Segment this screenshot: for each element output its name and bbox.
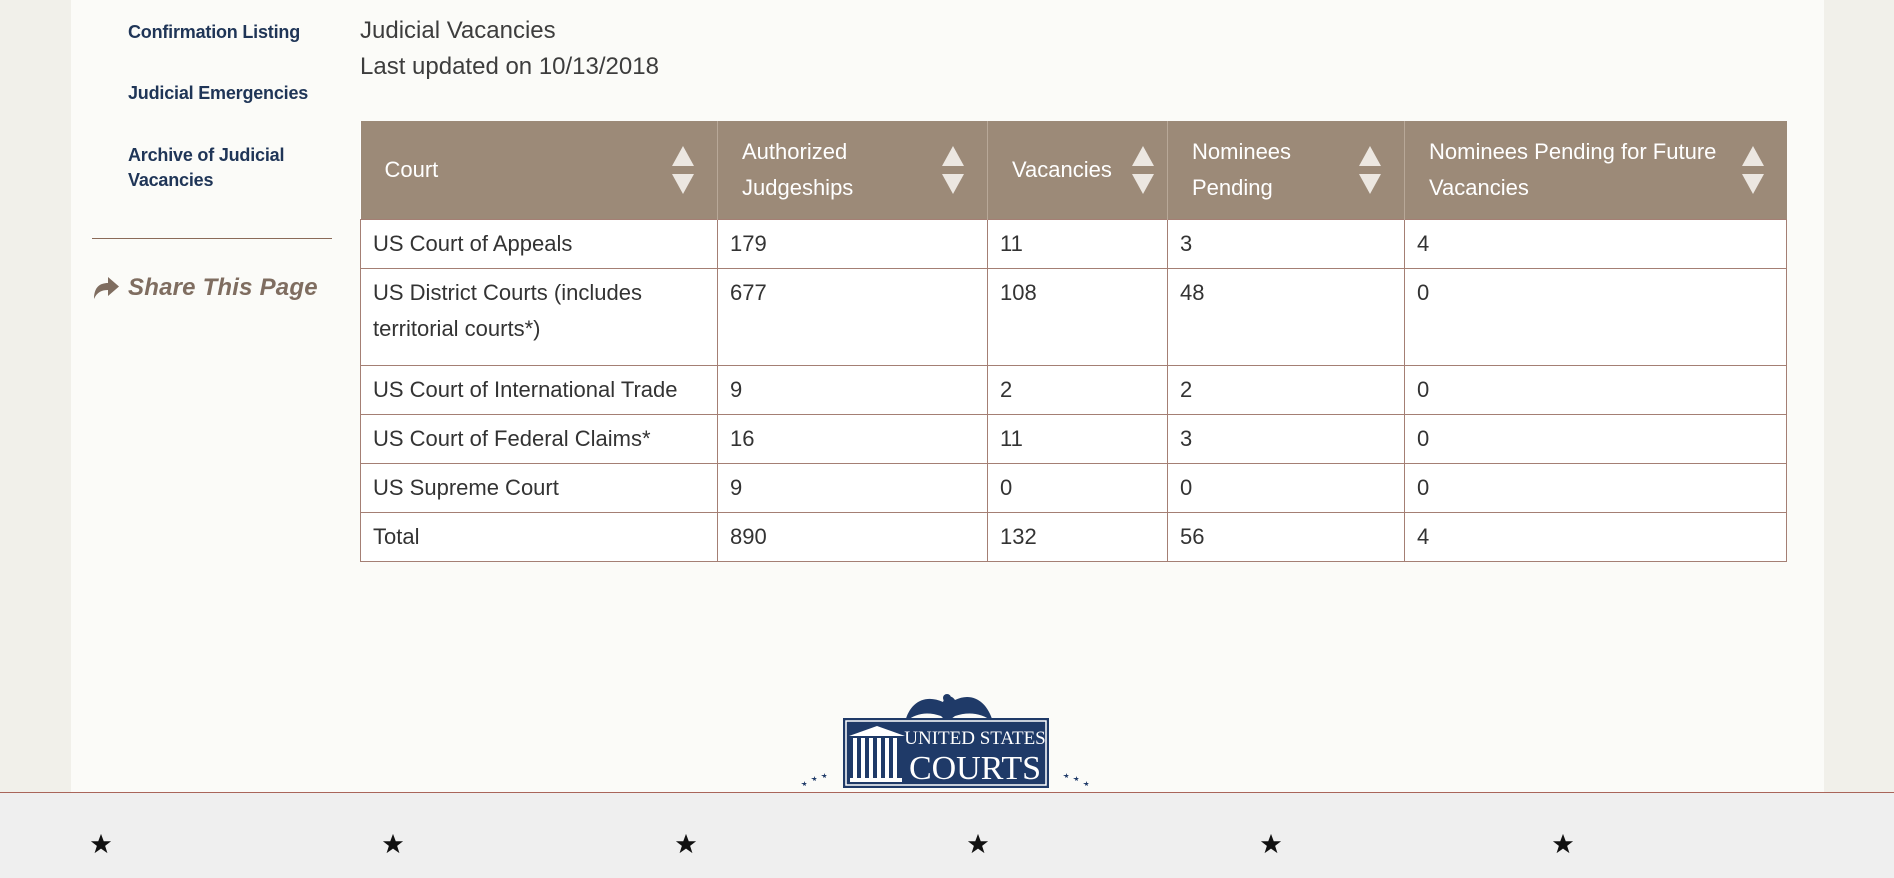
table-cell: 4 (1405, 219, 1787, 268)
table-cell: 16 (718, 414, 988, 463)
table-cell: 890 (718, 512, 988, 561)
logo-stars-left (801, 773, 827, 786)
column-header-label: Nominees Pending (1192, 138, 1292, 200)
eagle-icon (905, 694, 993, 722)
table-cell: US Court of Federal Claims* (361, 414, 718, 463)
table-row (361, 268, 1787, 365)
table-cell: 0 (1405, 414, 1787, 463)
star-icon (90, 833, 112, 855)
table-cell: 3 (1168, 219, 1405, 268)
table-cell: 4 (1405, 512, 1787, 561)
table-cell: 9 (718, 365, 988, 414)
table-cell: US District Courts (includes territorial courts*) (361, 268, 718, 365)
sidebar-link-archive-of-judicial-vacancies[interactable]: Archive of Judicial Vacancies (128, 145, 285, 190)
column-header-authorized-judgeships[interactable] (718, 121, 988, 219)
column-header-nominees-pending-future[interactable] (1405, 121, 1787, 219)
column-header-vacancies[interactable] (988, 121, 1168, 219)
sidebar-link-confirmation-listing[interactable]: Confirmation Listing (128, 22, 300, 42)
table-cell: 2 (1168, 365, 1405, 414)
table-cell: 11 (988, 414, 1168, 463)
star-icon (1260, 833, 1282, 855)
table-cell: 11 (988, 219, 1168, 268)
star-icon (967, 833, 989, 855)
table-cell: Total (361, 512, 718, 561)
logo-line1: UNITED STATES (904, 728, 1046, 749)
column-header-label: Authorized Judgeships (742, 138, 854, 200)
column-header-label: Court (384, 156, 439, 182)
table-cell: 56 (1168, 512, 1405, 561)
table-cell: 179 (718, 219, 988, 268)
table-cell: 0 (1405, 365, 1787, 414)
table-row (361, 219, 1787, 268)
table-cell: 0 (1405, 463, 1787, 512)
table-cell: 2 (988, 365, 1168, 414)
sort-arrows-icon (1131, 144, 1155, 196)
star-icon (382, 833, 404, 855)
sort-arrows-icon (1358, 144, 1382, 196)
share-arrow-icon (92, 275, 120, 301)
table-row-total (361, 512, 1787, 561)
table-row (361, 414, 1787, 463)
sort-arrows-icon (671, 144, 695, 196)
table-cell: 0 (1405, 268, 1787, 365)
table-cell: 48 (1168, 268, 1405, 365)
logo-line2: COURTS (908, 750, 1042, 787)
sort-arrows-icon (941, 144, 965, 196)
table-cell: 677 (718, 268, 988, 365)
table-header-row (361, 121, 1787, 219)
last-updated: Last updated on 10/13/2018 (360, 53, 659, 80)
table-cell: 0 (1168, 463, 1405, 512)
sidebar-link-judicial-emergencies[interactable]: Judicial Emergencies (128, 83, 309, 103)
share-this-page[interactable] (92, 274, 318, 302)
table-row (361, 365, 1787, 414)
table-row (361, 463, 1787, 512)
sidebar-divider (92, 238, 332, 239)
vacancies-table (360, 121, 1787, 562)
column-header-court[interactable] (361, 121, 718, 219)
column-header-label: Vacancies (1012, 156, 1112, 182)
table-cell: 3 (1168, 414, 1405, 463)
footer (0, 792, 1894, 878)
table-cell: 108 (988, 268, 1168, 365)
sort-arrows-icon (1741, 144, 1765, 196)
logo-stars-right (1063, 773, 1089, 786)
table-cell: 0 (988, 463, 1168, 512)
page-title: Judicial Vacancies (360, 17, 556, 44)
column-header-label: Nominees Pending for Future Vacancies (1429, 138, 1717, 200)
star-icon (1552, 833, 1574, 855)
table-cell: 132 (988, 512, 1168, 561)
us-courts-logo[interactable] (795, 682, 1100, 792)
share-label: Share This Page (128, 274, 318, 301)
column-header-nominees-pending[interactable] (1168, 121, 1405, 219)
table-cell: 9 (718, 463, 988, 512)
table-cell: US Court of International Trade (361, 365, 718, 414)
star-icon (675, 833, 697, 855)
table-cell: US Court of Appeals (361, 219, 718, 268)
table-cell: US Supreme Court (361, 463, 718, 512)
